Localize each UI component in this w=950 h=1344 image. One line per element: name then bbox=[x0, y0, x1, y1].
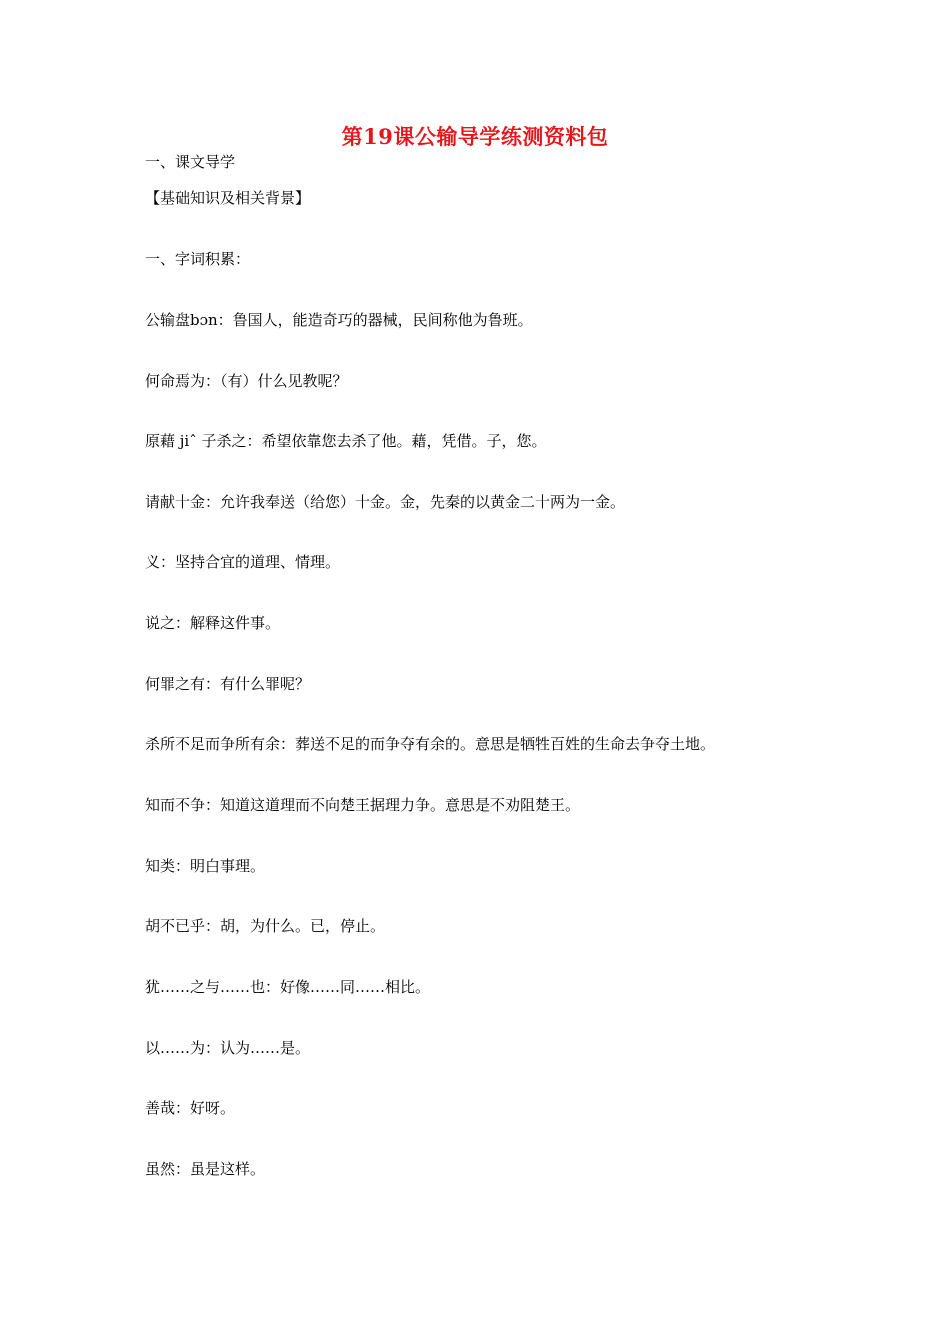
section-heading: 一、课文导学 bbox=[145, 153, 236, 171]
vocab-heading: 一、字词积累： bbox=[145, 250, 251, 268]
subheading: 【基础知识及相关背景】 bbox=[145, 189, 311, 207]
vocab-entry: 虽然：虽是这样。 bbox=[145, 1160, 266, 1178]
vocab-entry: 以……为：认为……是。 bbox=[145, 1039, 311, 1057]
vocab-entry: 义：坚持合宜的道理、情理。 bbox=[145, 553, 341, 571]
vocab-entry: 杀所不足而争所有余：葬送不足的而争夺有余的。意思是牺牲百姓的生命去争夺土地。 bbox=[145, 735, 716, 753]
vocab-entry: 公输盘bɔn：鲁国人，能造奇巧的器械，民间称他为鲁班。 bbox=[145, 311, 533, 329]
vocab-entry: 善哉：好呀。 bbox=[145, 1099, 236, 1117]
vocab-entry: 知类：明白事理。 bbox=[145, 857, 266, 875]
page-title: 第19课公输导学练测资料包 bbox=[341, 124, 609, 149]
vocab-entry: 说之：解释这件事。 bbox=[145, 614, 281, 632]
vocab-entry: 原藉 jiˆ 子杀之：希望依靠您去杀了他。藉，凭借。子，您。 bbox=[145, 432, 547, 450]
vocab-entry: 何罪之有：有什么罪呢？ bbox=[145, 675, 311, 693]
vocab-entry: 知而不争：知道这道理而不向楚王据理力争。意思是不劝阻楚王。 bbox=[145, 796, 581, 814]
vocab-entry: 胡不已乎：胡，为什么。已，停止。 bbox=[145, 917, 386, 935]
vocab-entry: 何命焉为：（有）什么见教呢？ bbox=[145, 372, 348, 390]
vocab-entry: 犹……之与……也：好像……同……相比。 bbox=[145, 978, 431, 996]
vocab-entry: 请献十金：允许我奉送（给您）十金。金，先秦的以黄金二十两为一金。 bbox=[145, 493, 626, 511]
